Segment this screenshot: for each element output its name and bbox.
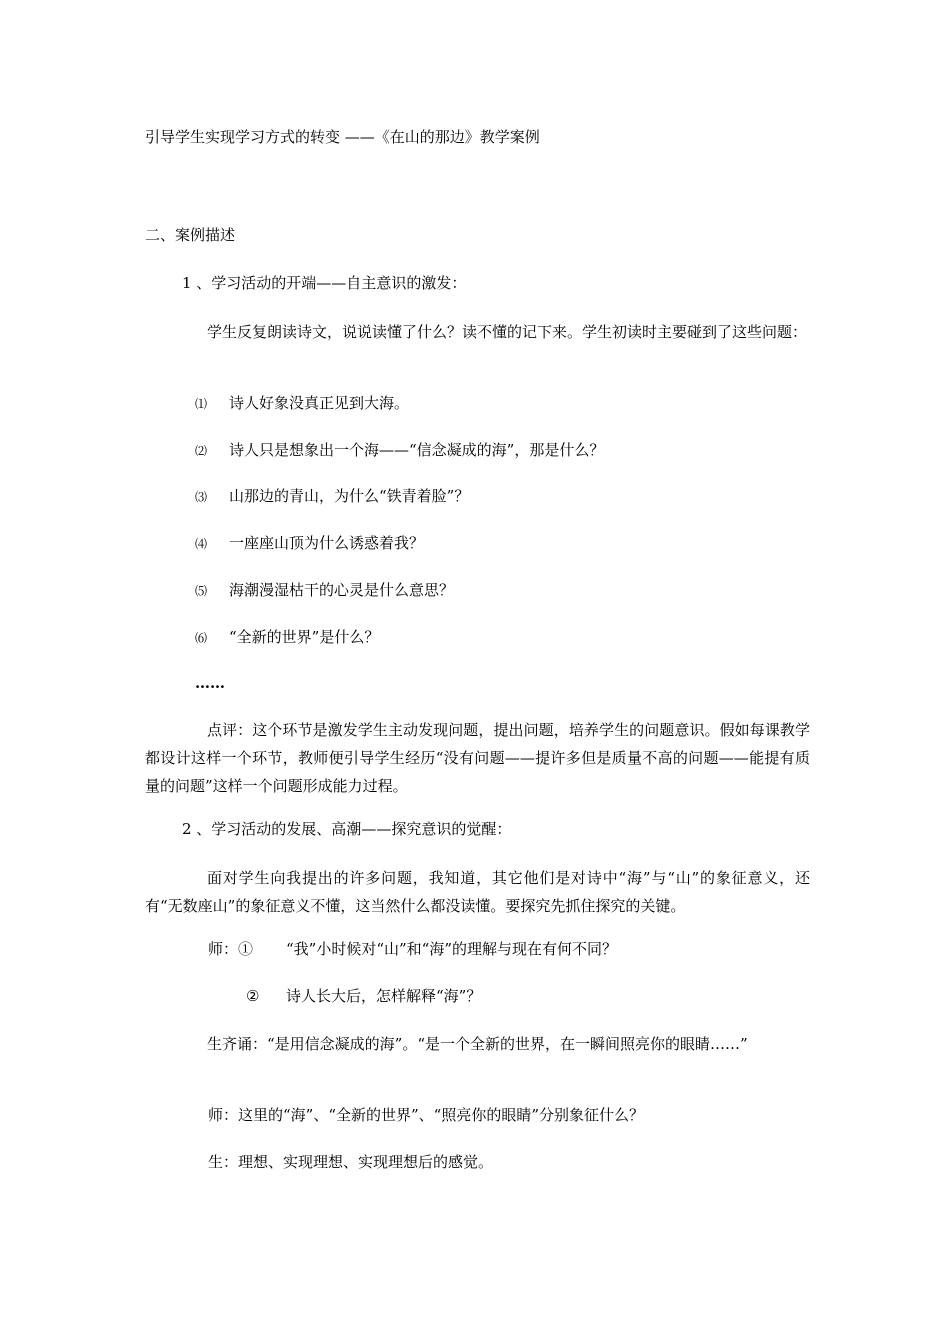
question-number: ⑸ <box>195 584 208 598</box>
question-text: 诗人只是想象出一个海——“信念凝成的海”，那是什么？ <box>229 441 605 459</box>
teacher-question-text: 诗人长大后，怎样解释“海”？ <box>286 987 482 1005</box>
question-number: ⑶ <box>195 490 208 504</box>
document-title: 引导学生实现学习方式的转变 ——《在山的那边》教学案例 <box>145 128 540 146</box>
ellipsis: …… <box>195 674 225 692</box>
question-number: ② <box>246 987 260 1005</box>
question-number: ⑴ <box>195 397 208 411</box>
student-answer: 生：理想、实现理想、实现理想后的感觉。 <box>208 1153 494 1171</box>
question-number: ⑹ <box>195 631 208 645</box>
question-3 <box>195 485 469 509</box>
question-text: “全新的世界”是什么？ <box>229 628 380 646</box>
question-text: 诗人好象没真正见到大海。 <box>229 394 410 412</box>
question-5 <box>195 579 454 603</box>
teacher-prefix: 师：① <box>208 940 254 958</box>
question-1 <box>195 392 409 416</box>
question-text: 山那边的青山，为什么“铁青着脸”？ <box>229 487 470 505</box>
question-6 <box>195 626 379 650</box>
teacher-question-1 <box>208 938 617 961</box>
question-2 <box>195 439 604 463</box>
question-4 <box>195 532 424 556</box>
teacher-question-3: 师：这里的“海”、“全新的世界”、“照亮你的眼睛”分别象征什么？ <box>208 1106 645 1124</box>
teacher-question-2 <box>246 985 481 1008</box>
part1-heading: 1 、学习活动的开端——自主意识的激发： <box>182 274 467 292</box>
part2-heading: 2 、学习活动的发展、高潮——探究意识的觉醒： <box>182 820 512 838</box>
teacher-question-text: “我”小时候对“山”和“海”的理解与现在有何不同？ <box>286 940 618 958</box>
part1-intro: 学生反复朗读诗文，说说读懂了什么？读不懂的记下来。学生初读时主要碰到了这些问题： <box>207 323 808 341</box>
question-number: ⑵ <box>195 444 208 458</box>
students-recite: 生齐诵：“是用信念凝成的海”。“是一个全新的世界，在一瞬间照亮你的眼睛……” <box>207 1035 748 1053</box>
question-text: 一座座山顶为什么诱惑着我？ <box>229 534 425 552</box>
question-text: 海潮漫湿枯干的心灵是什么意思？ <box>229 581 455 599</box>
section-heading: 二、案例描述 <box>145 226 236 244</box>
question-number: ⑷ <box>195 537 208 551</box>
part2-intro: 面对学生向我提出的许多问题，我知道，其它他们是对诗中“海”与“山”的象征意义，还有“无数座山”的象征意义不懂，这当然什么都没读懂。要探究先抓住探究的关键。 <box>145 869 810 915</box>
comment-paragraph: 点评：这个环节是激发学生主动发现问题，提出问题，培养学生的问题意识。假如每课教学都设计这样一个环节，教师便引导学生经历“没有问题——提许多但是质量不高的问题——能提有质量的问题”这样一个问题形成能力过程。 <box>145 721 810 795</box>
